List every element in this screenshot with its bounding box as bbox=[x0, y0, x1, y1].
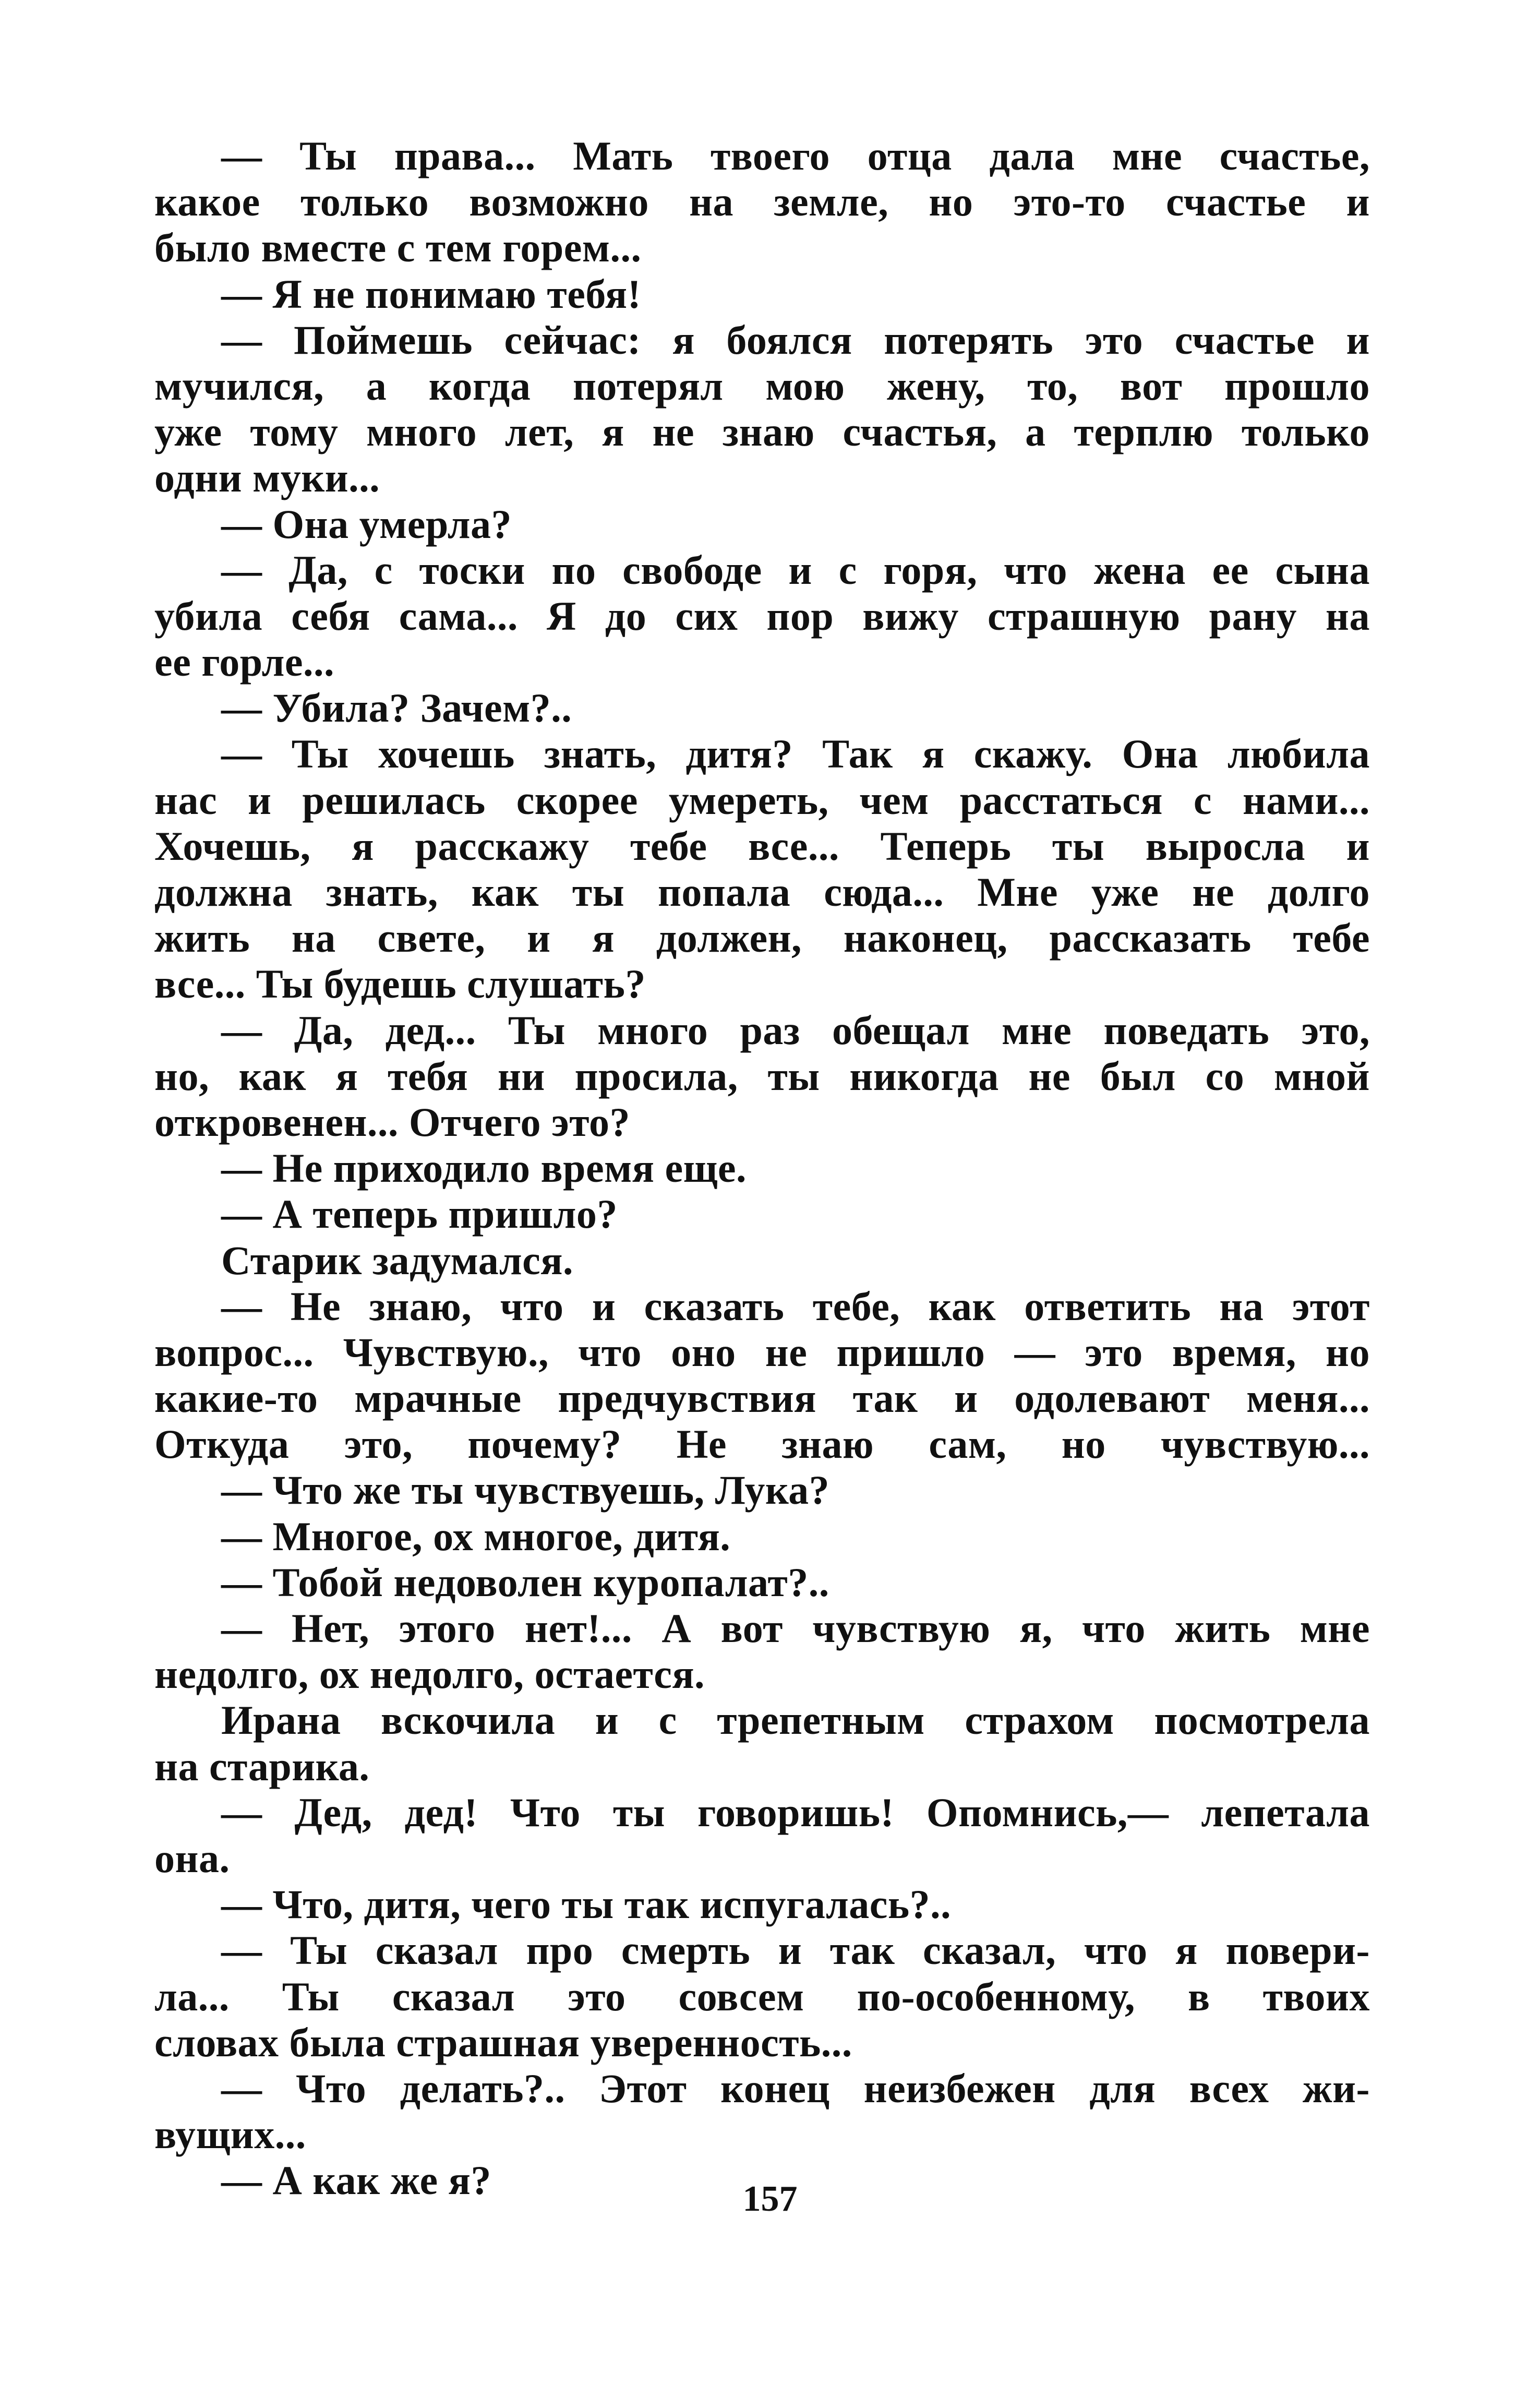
text-line: — Ты сказал про смерть и так сказал, что я повери- bbox=[221, 1927, 1370, 1973]
text-line: — Я не понимаю тебя! bbox=[221, 271, 642, 317]
text-line: какие-то мрачные предчувствия так и одолевают меня... bbox=[154, 1375, 1370, 1421]
text-line: вущих... bbox=[154, 2112, 306, 2158]
text-line: она. bbox=[154, 1835, 230, 1881]
text-line: было вместе с тем горем... bbox=[154, 225, 642, 271]
text-line: — Не знаю, что и сказать тебе, как ответить на этот bbox=[221, 1283, 1370, 1329]
text-line: ее горле... bbox=[154, 639, 335, 685]
text-line: должна знать, как ты попала сюда... Мне уже не долго bbox=[154, 869, 1370, 915]
text-line: — Поймешь сейчас: я боялся потерять это счастье и bbox=[221, 317, 1370, 363]
text-line: жить на свете, и я должен, наконец, рассказать тебе bbox=[154, 915, 1370, 961]
text-line: — Что делать?.. Этот конец неизбежен для всех жи- bbox=[221, 2065, 1370, 2111]
text-line: — Дед, дед! Что ты говоришь! Опомнись,— лепетала bbox=[221, 1789, 1370, 1835]
text-line: откровенен... Отчего это? bbox=[154, 1099, 630, 1145]
text-line: — Да, с тоски по свободе и с горя, что жена ее сына bbox=[221, 547, 1370, 593]
text-line: но, как я тебя ни просила, ты никогда не был со мной bbox=[154, 1053, 1370, 1099]
text-line: Хочешь, я расскажу тебе все... Теперь ты выросла и bbox=[154, 823, 1370, 869]
text-line: на старика. bbox=[154, 1743, 370, 1789]
text-line: — Тобой недоволен куропалат?.. bbox=[221, 1559, 829, 1605]
text-line: мучился, а когда потерял мою жену, то, вот прошло bbox=[154, 363, 1370, 409]
text-line: Старик задумался. bbox=[221, 1237, 573, 1283]
text-line: недолго, ох недолго, остается. bbox=[154, 1651, 705, 1697]
text-line: — Что же ты чувствуешь, Лука? bbox=[221, 1467, 830, 1513]
text-line: — Убила? Зачем?.. bbox=[221, 685, 572, 731]
text-line: — Нет, этого нет!... А вот чувствую я, что жить мне bbox=[221, 1605, 1370, 1651]
page-number: 157 bbox=[742, 2179, 798, 2219]
text-line: Откуда это, почему? Не знаю сам, но чувствую... bbox=[154, 1421, 1370, 1467]
text-line: убила себя сама... Я до сих пор вижу страшную рану на bbox=[154, 593, 1370, 639]
text-line: Ирана вскочила и с трепетным страхом посмотрела bbox=[221, 1697, 1370, 1743]
text-line: уже тому много лет, я не знаю счастья, а терплю только bbox=[154, 409, 1370, 455]
text-line: все... Ты будешь слушать? bbox=[154, 961, 646, 1007]
text-line: — Ты права... Мать твоего отца дала мне счастье, bbox=[221, 133, 1370, 178]
text-line: какое только возможно на земле, но это-то счастье и bbox=[154, 179, 1370, 225]
page-body-text bbox=[154, 133, 1370, 2203]
text-line: — Многое, ох многое, дитя. bbox=[221, 1513, 731, 1559]
text-line: нас и решилась скорее умереть, чем расстаться с нами... bbox=[154, 777, 1370, 823]
text-line: — А теперь пришло? bbox=[221, 1191, 618, 1237]
text-line: — Что, дитя, чего ты так испугалась?.. bbox=[221, 1881, 952, 1927]
text-line: — А как же я? bbox=[221, 2158, 491, 2203]
text-line: словах была страшная уверенность... bbox=[154, 2019, 852, 2065]
text-line: — Ты хочешь знать, дитя? Так я скажу. Она любила bbox=[221, 731, 1370, 777]
text-line: вопрос... Чувствую., что оно не пришло — это время, но bbox=[154, 1329, 1370, 1375]
text-line: одни муки... bbox=[154, 455, 380, 501]
text-line: — Не приходило время еще. bbox=[221, 1145, 747, 1191]
text-line: — Она умерла? bbox=[221, 501, 512, 547]
text-line: ла... Ты сказал это совсем по-особенному, в твоих bbox=[154, 1973, 1370, 2019]
text-line: — Да, дед... Ты много раз обещал мне поведать это, bbox=[221, 1007, 1370, 1053]
